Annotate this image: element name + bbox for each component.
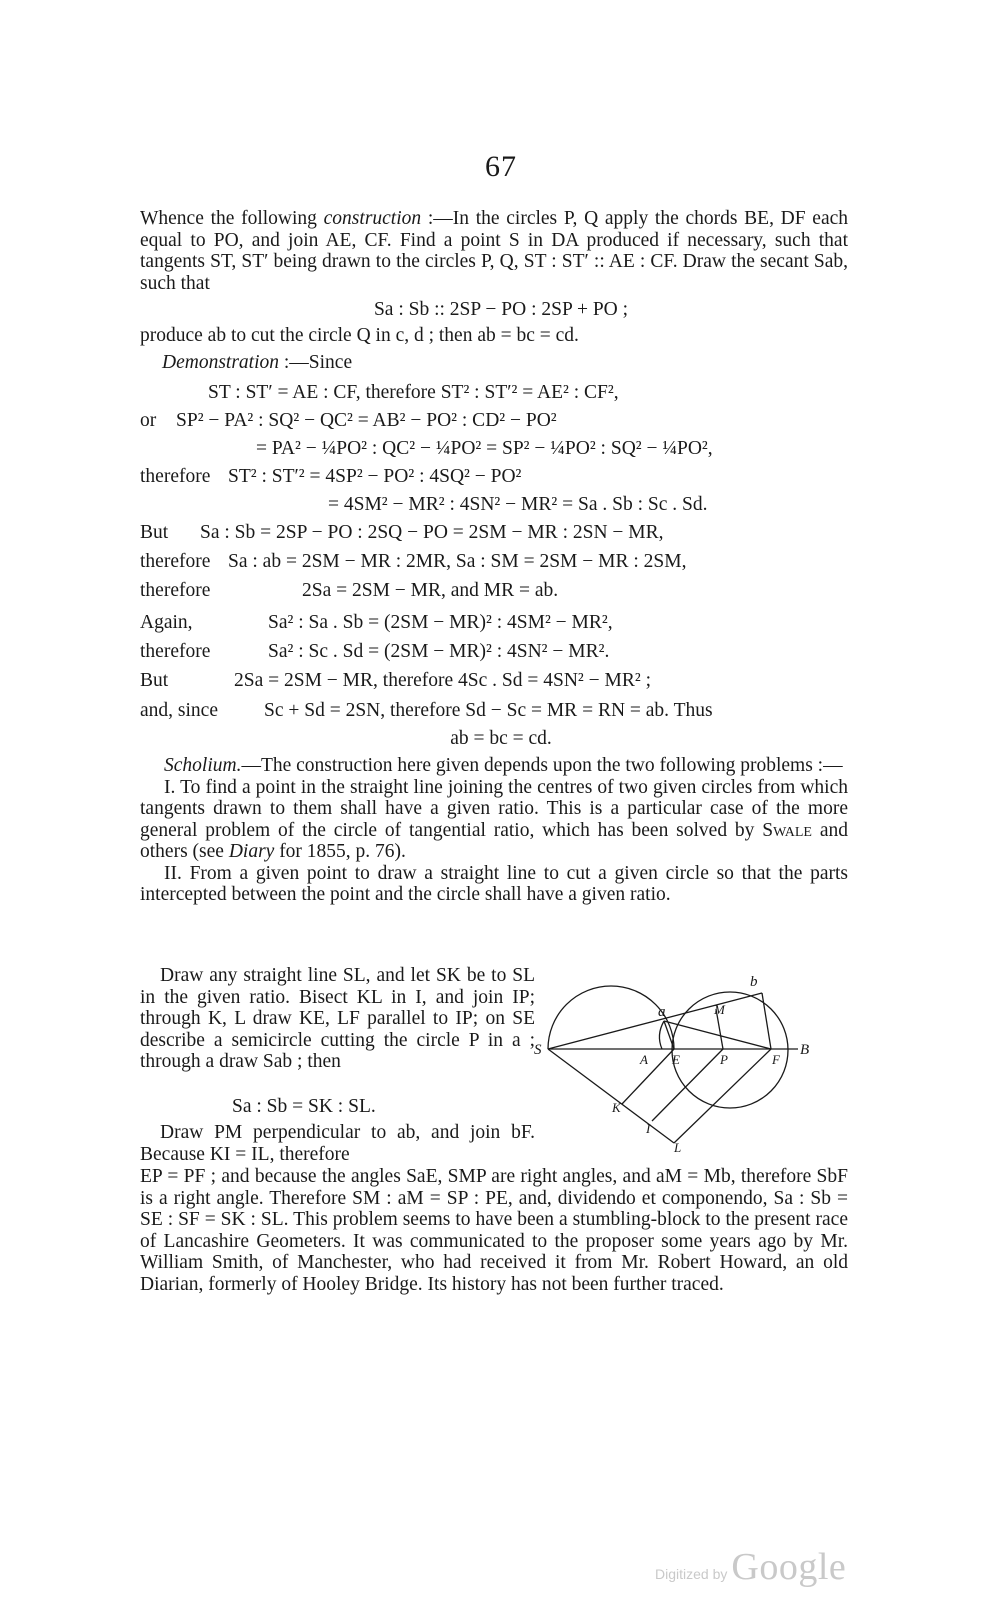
equation-lead: therefore	[140, 466, 211, 487]
equation-row: Sa : Sb = 2SP − PO : 2SQ − PO = 2SM − MR : 2SN − MR,	[200, 522, 664, 543]
arc-aa	[659, 1021, 664, 1049]
label-a-upper: A	[640, 1052, 648, 1067]
label-m: M	[714, 1002, 725, 1017]
equation-lead: therefore	[140, 641, 211, 662]
equation-lead: and, since	[140, 700, 218, 721]
secant-equation: Sa : Sb :: 2SP − PO : 2SP + PO ;	[373, 299, 629, 320]
equation-row: 2Sa = 2SM − MR, therefore 4Sc . Sd = 4SN² − MR² ;	[234, 670, 651, 691]
author-name: Swale	[762, 819, 812, 841]
label-k: K	[612, 1100, 621, 1115]
equation-lead: But	[140, 670, 169, 691]
produce-line: produce ab to cut the circle Q in c, d ; then ab = bc = cd.	[140, 325, 579, 346]
proof-text: EP = PF ; and because the angles SaE, SMP are right angles, and aM = Mb, therefore SbF is a right angle. Therefore SM : aM = SP : PE, and, dividendo et componendo, Sa : Sb = SE : SF = SK : SL. This problem seems to have been a stumbling-block to the present race of Lancashire Geometers. It was communicated to the proposer some years ago by Mr. William Smith, of Manchester, who had received it from Mr. Robert Howard, an old Diarian, formerly of Hooley Bridge. Its history has not been further traced.	[140, 1166, 848, 1295]
geometry-diagram	[534, 974, 840, 1205]
google-logo: Google	[731, 1546, 847, 1588]
label-l: L	[674, 1140, 682, 1155]
problem-one	[140, 777, 848, 863]
line-ke	[622, 1049, 674, 1104]
demonstration-label: Demonstration	[162, 352, 279, 373]
problem-two: II. From a given point to draw a straight line to cut a given circle so that the parts intercepted between the point and the circle shall have a given ratio.	[140, 862, 848, 905]
equation-row: = 4SM² − MR² : 4SN² − MR² = Sa . Sb : Sc . Sd.	[328, 494, 708, 515]
intro-text-c: :—In the circles P, Q apply the chords BE, DF each equal to PO, and join AE, CF. Find a point S in DA produced if necessary, such that tangents ST, ST′ being drawn to the circles P, Q, ST : ST′ :: AE : CF. Draw the secant Sab, such that	[140, 208, 849, 294]
equation-lead: therefore	[140, 580, 211, 601]
equation-lead: or	[140, 410, 157, 431]
equation-row: Sa² : Sc . Sd = (2SM − MR)² : 4SN² − MR².	[268, 641, 610, 662]
intro-paragraph	[140, 208, 848, 294]
proof-narrow: Draw PM perpendicular to ab, and join bF. Because KI = IL, therefore	[140, 1122, 535, 1165]
scholium-paragraph	[140, 755, 848, 906]
label-e: E	[672, 1052, 680, 1067]
digitized-watermark	[655, 1545, 846, 1589]
problem-one-text: I. To find a point in the straight line joining the centres of two given circles from which tangents drawn to them shall have a given ratio. This is a particular case of the more general problem of the circle of tangential ratio, which has been solved by	[140, 776, 848, 841]
equation-row: ST² : ST′² = 4SP² − PO² : 4SQ² − PO²	[228, 466, 522, 487]
sk-equation: Sa : Sb = SK : SL.	[232, 1096, 376, 1117]
line-af	[664, 1021, 771, 1049]
scholium-text: —The construction here given depends upon the two following problems :—	[241, 755, 843, 776]
line-sl	[548, 1049, 674, 1143]
label-b: b	[750, 974, 758, 990]
equation-row: Sa : ab = 2SM − MR : 2MR, Sa : SM = 2SM − MR : 2SM,	[228, 551, 687, 572]
intro-text-a: Whence the following	[140, 208, 324, 229]
problem-one-text-c: for 1855, p. 76).	[274, 841, 406, 862]
equation-lead: But	[140, 522, 169, 543]
equation-row: = PA² − ¼PO² : QC² − ¼PO² = SP² − ¼PO² : SQ² − ¼PO²,	[256, 438, 713, 459]
demonstration-heading	[162, 352, 352, 374]
demonstration-since: :—Since	[279, 352, 353, 373]
construction-paragraph: Draw any straight line SL, and let SK be to SL in the given ratio. Bisect KL in I, and join IP; through K, L draw KE, LF parallel to IP; on SE describe a semicircle cutting the circle P in a ; through a draw Sab ; then	[140, 965, 535, 1072]
label-i: I	[646, 1121, 651, 1136]
page-number: 67	[485, 150, 517, 183]
label-p: P	[720, 1052, 728, 1067]
line-bf	[762, 993, 771, 1049]
label-s: S	[534, 1042, 542, 1058]
equation-row: ST : ST′ = AE : CF, therefore ST² : ST′² = AE² : CF²,	[208, 382, 619, 403]
equation-lead: therefore	[140, 551, 211, 572]
equation-row: Sa² : Sa . Sb = (2SM − MR)² : 4SM² − MR²,	[268, 612, 613, 633]
line-ip	[652, 1049, 723, 1121]
watermark-small: Digitized by	[655, 1566, 728, 1582]
scholium-label: Scholium.	[164, 755, 242, 776]
construction-term: construction	[323, 208, 422, 229]
label-f: F	[772, 1052, 780, 1067]
problem-one-text-b: and others (see	[140, 819, 848, 862]
equation-row: SP² − PA² : SQ² − QC² = AB² − PO² : CD² − PO²	[176, 410, 557, 431]
label-a: a	[658, 1004, 666, 1020]
diary-title: Diary	[228, 841, 275, 862]
semicircle-se	[548, 986, 674, 1049]
equation-row: Sc + Sd = 2SN, therefore Sd − Sc = MR = RN = ab. Thus	[264, 700, 713, 721]
equation-row: 2Sa = 2SM − MR, and MR = ab.	[302, 580, 559, 601]
equation-lead: Again,	[140, 612, 193, 633]
label-b-upper: B	[800, 1042, 810, 1058]
equation-row: ab = bc = cd.	[450, 728, 552, 749]
secant-sab	[548, 993, 762, 1049]
